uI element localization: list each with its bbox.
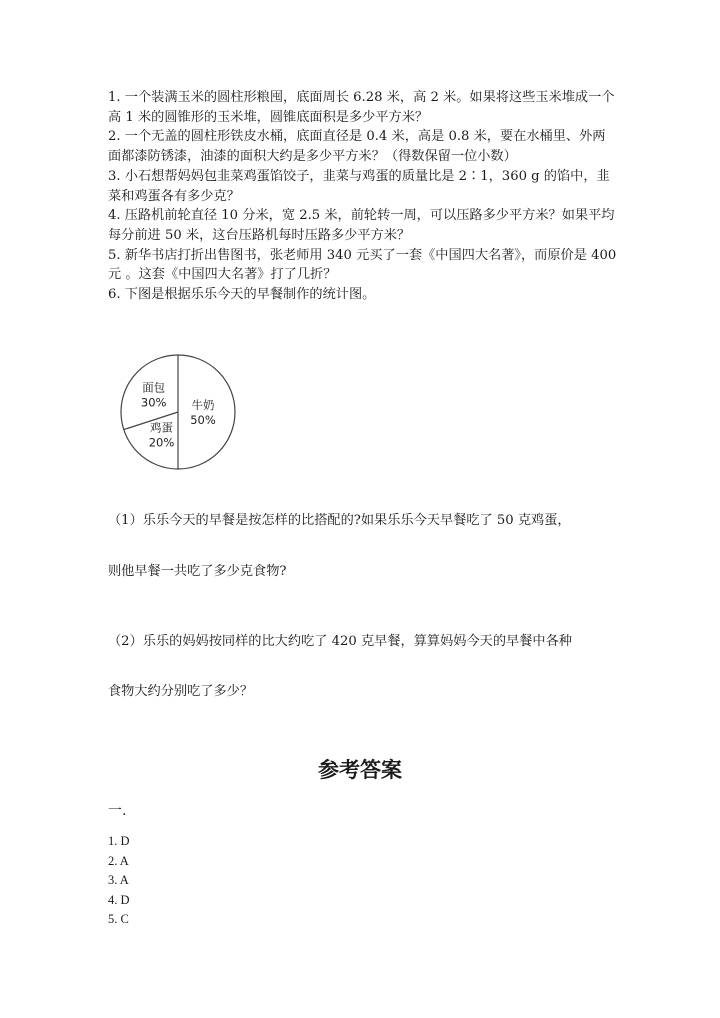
subquestion-1-line-1: （1）乐乐今天的早餐是按怎样的比搭配的?如果乐乐今天早餐吃了 50 克鸡蛋， (108, 513, 571, 528)
pie-slice-label-0: 牛奶 (191, 398, 215, 412)
pie-slice-percent-2: 20% (148, 435, 175, 450)
pie-slice-label-2: 鸡蛋 (150, 420, 173, 435)
answer-4: 4. D (108, 892, 130, 907)
answer-list (108, 832, 130, 930)
problem-1: 1. 一个装满玉米的圆柱形粮囤，底面周长 6.28 米，高 2 米。如果将这些玉米堆成一个高 1 米的圆锥形的玉米堆，圆锥底面积是多少平方米？ (108, 90, 615, 125)
subquestion-2-line-2: 食物大约分别吃了多少？ (108, 684, 254, 699)
problem-4: 4. 压路机前轮直径 10 分米，宽 2.5 米，前轮转一周，可以压路多少平方米？如果平均每分前进 50 米，这台压路机每时压路多少平方米？ (108, 208, 615, 243)
pie-slice-percent-0: 50% (190, 413, 216, 427)
problem-list (108, 88, 618, 305)
answer-title: 参考答案 (318, 758, 402, 782)
subquestion-2-line-1: （2）乐乐的妈妈按同样的比大约吃了 420 克早餐，算算妈妈今天的早餐中各种 (108, 634, 572, 649)
answer-5: 5. C (108, 912, 129, 926)
problem-6: 6. 下图是根据乐乐今天的早餐制作的统计图。 (108, 287, 376, 303)
problem-3: 3. 小石想帮妈妈包韭菜鸡蛋馅饺子，韭菜与鸡蛋的质量比是 2∶1，360 g 的馅中，韭菜和鸡蛋各有多少克？ (108, 168, 610, 204)
answer-1: 1. D (108, 834, 130, 848)
subquestion-1-line-2: 则他早餐一共吃了多少克食物? (108, 564, 287, 579)
pie-slice-label-1: 面包 (142, 380, 166, 395)
answer-3: 3. A (108, 873, 129, 887)
pie-slice-percent-1: 30% (140, 395, 167, 410)
breakfast-pie-chart (116, 350, 240, 478)
problem-5: 5. 新华书店打折出售图书，张老师用 340 元买了一套《中国四大名著》，而原价是 400 元 。这套《中国四大名著》打了几折？ (108, 247, 617, 283)
section-label: 一. (108, 803, 127, 819)
answer-2: 2. A (108, 853, 129, 868)
problem-2: 2. 一个无盖的圆柱形铁皮水桶，底面直径是 0.4 米，高是 0.8 米，要在水桶里、外两面都漆防锈漆，油漆的面积大约是多少平方米？（得数保留一位小数） (108, 129, 606, 165)
pie-svg (116, 350, 240, 474)
